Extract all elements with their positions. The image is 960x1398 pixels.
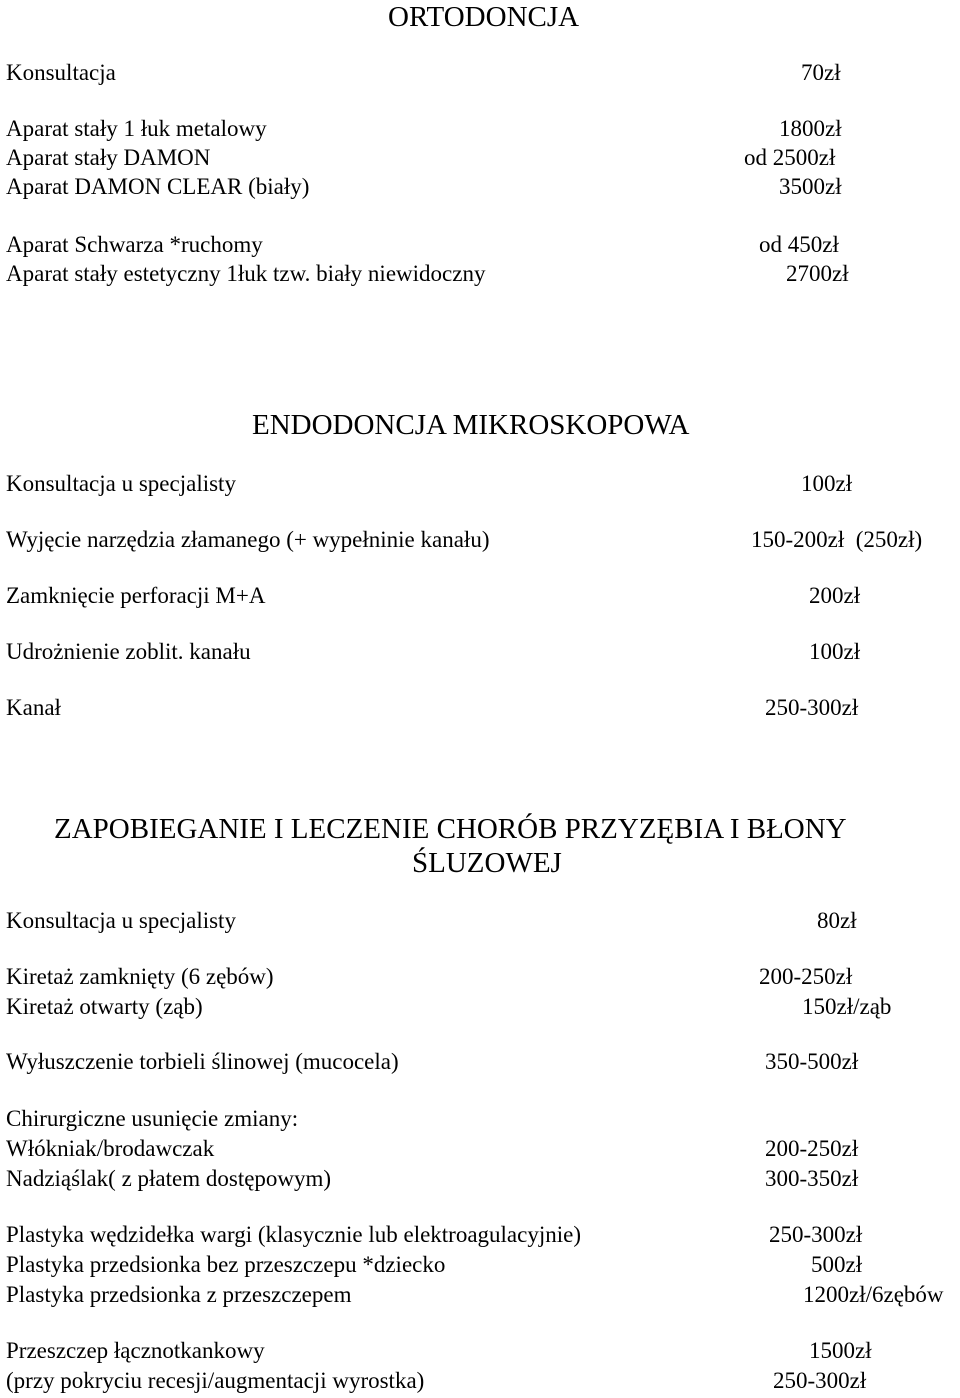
ortodoncja-item-price: 2700zł <box>786 261 849 286</box>
przyzebie-item-label: Plastyka wędzidełka wargi (klasycznie lub elektroagulacyjnie) <box>6 1222 581 1247</box>
przyzebie-item-price: 1200zł/6zębów <box>803 1282 944 1307</box>
endodoncja-item-price: 150-200zł (250zł) <box>751 527 923 552</box>
ortodoncja-item-price: 1800zł <box>779 116 842 141</box>
endodoncja-item-label: Wyjęcie narzędzia złamanego (+ wypełninie kanału) <box>6 527 490 552</box>
przyzebie-item-label: Chirurgiczne usunięcie zmiany: <box>6 1106 299 1131</box>
endodoncja-item-label: Kanał <box>6 695 61 720</box>
przyzebie-item-price: 200-250zł <box>765 1136 859 1161</box>
endodoncja-item-price: 100zł <box>801 471 853 496</box>
endodoncja-item-price: 200zł <box>809 583 861 608</box>
przyzebie-item-label: Nadziąślak( z płatem dostępowym) <box>6 1166 332 1191</box>
przyzebie-item-price: 1500zł <box>809 1338 872 1363</box>
ortodoncja-item-price: 70zł <box>801 60 841 85</box>
ortodoncja-item-price: od 2500zł <box>744 145 836 170</box>
przyzebie-item-price: 200-250zł <box>759 964 853 989</box>
ortodoncja-item-label: Konsultacja <box>6 60 116 85</box>
przyzebie-item-label: Kiretaż zamknięty (6 zębów) <box>6 964 274 989</box>
przyzebie-item-label: Plastyka przedsionka bez przeszczepu *dziecko <box>6 1252 446 1277</box>
endodoncja-item-label: Udrożnienie zoblit. kanału <box>6 639 251 664</box>
ortodoncja-item-label: Aparat Schwarza *ruchomy <box>6 232 263 257</box>
przyzebie-item-label: Wyłuszczenie torbieli ślinowej (mucocela) <box>6 1049 399 1074</box>
section-title-ortodoncja: ORTODONCJA <box>388 1 580 33</box>
przyzebie-item-label: Konsultacja u specjalisty <box>6 908 236 933</box>
section-title-przyzebie-line1: ZAPOBIEGANIE I LECZENIE CHORÓB PRZYZĘBIA I BŁONY <box>54 813 847 845</box>
endodoncja-item-label: Konsultacja u specjalisty <box>6 471 236 496</box>
przyzebie-item-label: (przy pokryciu recesji/augmentacji wyrostka) <box>6 1368 425 1393</box>
przyzebie-item-label: Przeszczep łącznotkankowy <box>6 1338 265 1363</box>
przyzebie-item-label: Kiretaż otwarty (ząb) <box>6 994 203 1019</box>
endodoncja-item-price: 250-300zł <box>765 695 859 720</box>
przyzebie-item-price: 250-300zł <box>773 1368 867 1393</box>
section-title-przyzebie-line2: ŚLUZOWEJ <box>412 847 562 879</box>
ortodoncja-item-label: Aparat stały DAMON <box>6 145 211 170</box>
przyzebie-item-label: Plastyka przedsionka z przeszczepem <box>6 1282 352 1307</box>
przyzebie-item-label: Włókniak/brodawczak <box>6 1136 215 1161</box>
ortodoncja-item-price: 3500zł <box>779 174 842 199</box>
endodoncja-item-label: Zamknięcie perforacji M+A <box>6 583 266 608</box>
przyzebie-item-price: 80zł <box>817 908 857 933</box>
przyzebie-item-price: 150zł/ząb <box>802 994 892 1019</box>
ortodoncja-item-price: od 450zł <box>759 232 839 257</box>
przyzebie-item-price: 250-300zł <box>769 1222 863 1247</box>
przyzebie-item-price: 300-350zł <box>765 1166 859 1191</box>
przyzebie-item-price: 500zł <box>811 1252 863 1277</box>
ortodoncja-item-label: Aparat DAMON CLEAR (biały) <box>6 174 310 199</box>
ortodoncja-item-label: Aparat stały estetyczny 1łuk tzw. biały niewidoczny <box>6 261 486 286</box>
endodoncja-item-price: 100zł <box>809 639 861 664</box>
section-title-endodoncja: ENDODONCJA MIKROSKOPOWA <box>252 409 690 441</box>
ortodoncja-item-label: Aparat stały 1 łuk metalowy <box>6 116 267 141</box>
przyzebie-item-price: 350-500zł <box>765 1049 859 1074</box>
